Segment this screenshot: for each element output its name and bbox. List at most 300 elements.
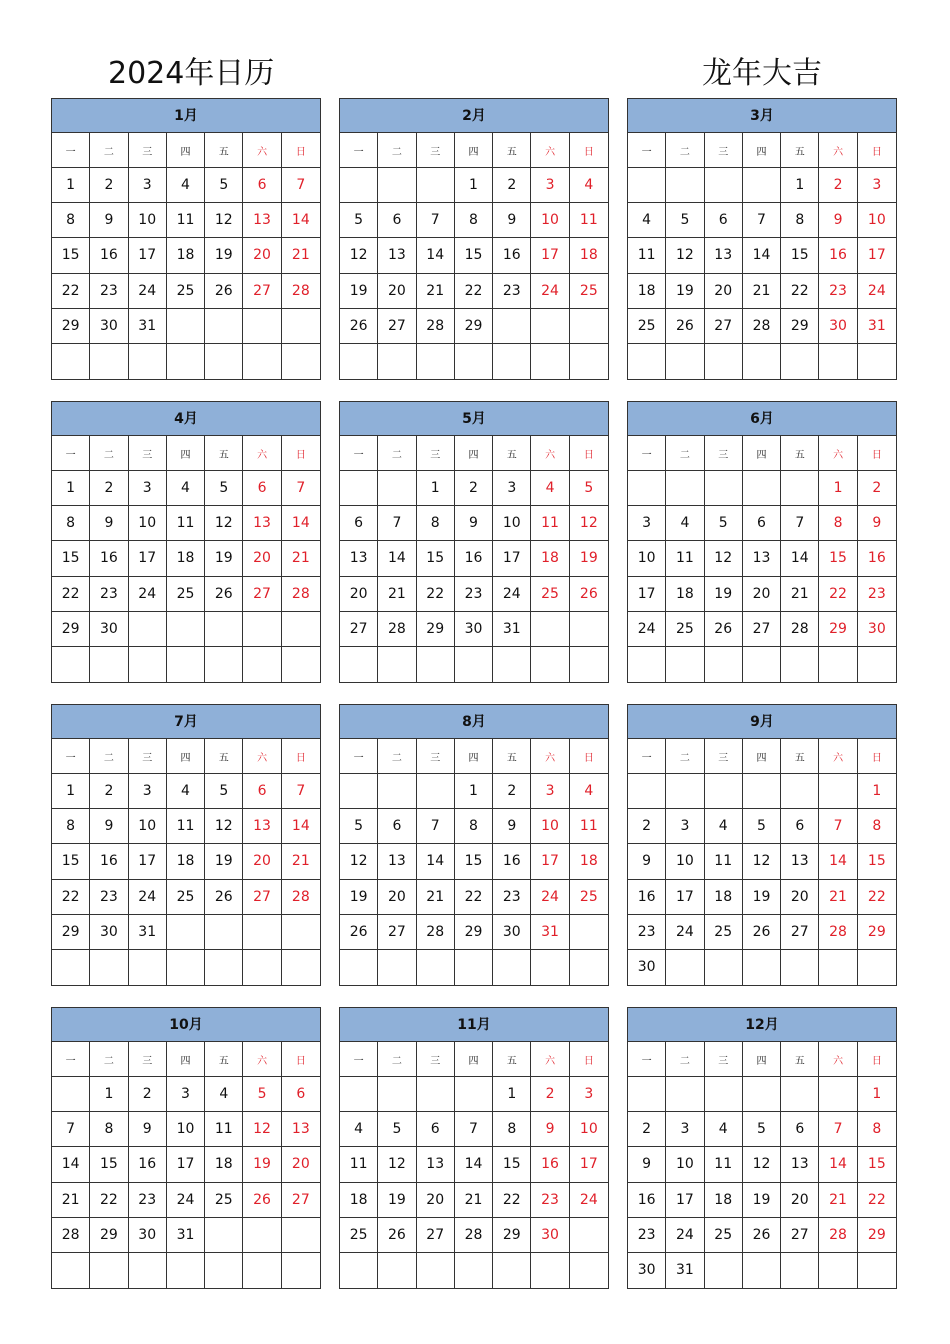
day-cell: 19 (743, 880, 781, 915)
day-cell: 13 (781, 1147, 819, 1182)
day-cell: 5 (743, 809, 781, 844)
day-cell: 8 (781, 203, 819, 238)
day-cell: 21 (378, 577, 416, 612)
empty-cell (243, 647, 281, 682)
empty-cell (455, 647, 493, 682)
day-cell: 25 (167, 274, 205, 309)
day-cell: 24 (129, 274, 167, 309)
day-cell: 27 (378, 915, 416, 950)
day-cell: 16 (129, 1147, 167, 1182)
day-cell: 7 (282, 774, 320, 809)
day-cell: 9 (90, 203, 128, 238)
day-cell: 29 (493, 1218, 531, 1253)
day-cell: 27 (378, 309, 416, 344)
day-cell: 8 (90, 1112, 128, 1147)
empty-cell (628, 647, 666, 682)
day-cell: 5 (743, 1112, 781, 1147)
day-cell: 28 (455, 1218, 493, 1253)
day-cell: 30 (90, 309, 128, 344)
day-cell: 18 (340, 1183, 378, 1218)
day-cell: 13 (243, 506, 281, 541)
empty-cell (705, 950, 743, 985)
day-cell: 23 (493, 880, 531, 915)
day-cell: 30 (628, 1253, 666, 1288)
weekday-header: 一 (340, 436, 378, 471)
day-cell: 28 (819, 1218, 857, 1253)
day-cell: 29 (52, 915, 90, 950)
empty-cell (705, 1077, 743, 1112)
empty-cell (666, 950, 704, 985)
day-cell: 1 (455, 168, 493, 203)
day-cell: 12 (205, 809, 243, 844)
empty-cell (628, 168, 666, 203)
day-cell: 5 (666, 203, 704, 238)
month-title: 11月 (340, 1008, 608, 1042)
day-cell: 10 (129, 506, 167, 541)
day-cell: 19 (205, 844, 243, 879)
empty-cell (167, 344, 205, 379)
weekday-header: 三 (417, 133, 455, 168)
weekday-header: 六 (819, 1042, 857, 1077)
month-grid (340, 1042, 608, 1288)
day-cell: 4 (666, 506, 704, 541)
day-cell: 18 (705, 1183, 743, 1218)
day-cell: 27 (243, 274, 281, 309)
day-cell: 19 (205, 238, 243, 273)
month-block (627, 401, 897, 683)
day-cell: 2 (493, 168, 531, 203)
day-cell: 28 (417, 915, 455, 950)
day-cell: 23 (90, 577, 128, 612)
day-cell: 4 (570, 168, 608, 203)
weekday-header: 三 (129, 436, 167, 471)
day-cell: 28 (781, 612, 819, 647)
empty-cell (243, 950, 281, 985)
day-cell: 20 (781, 1183, 819, 1218)
empty-cell (455, 950, 493, 985)
day-cell: 27 (243, 577, 281, 612)
day-cell: 19 (705, 577, 743, 612)
day-cell: 23 (531, 1183, 569, 1218)
month-grid (628, 739, 896, 985)
empty-cell (570, 915, 608, 950)
day-cell: 14 (282, 506, 320, 541)
day-cell: 1 (858, 1077, 896, 1112)
day-cell: 3 (858, 168, 896, 203)
day-cell: 30 (858, 612, 896, 647)
day-cell: 4 (531, 471, 569, 506)
day-cell: 26 (570, 577, 608, 612)
day-cell: 15 (819, 541, 857, 576)
empty-cell (531, 950, 569, 985)
day-cell: 23 (129, 1183, 167, 1218)
day-cell: 5 (205, 774, 243, 809)
empty-cell (705, 344, 743, 379)
day-cell: 15 (781, 238, 819, 273)
weekday-header: 一 (52, 739, 90, 774)
day-cell: 1 (417, 471, 455, 506)
empty-cell (781, 344, 819, 379)
day-cell: 31 (858, 309, 896, 344)
day-cell: 24 (531, 274, 569, 309)
day-cell: 4 (628, 203, 666, 238)
day-cell: 21 (417, 880, 455, 915)
weekday-header: 四 (167, 133, 205, 168)
day-cell: 16 (628, 1183, 666, 1218)
month-block (339, 704, 609, 986)
weekday-header: 五 (205, 1042, 243, 1077)
empty-cell (378, 1253, 416, 1288)
day-cell: 23 (90, 880, 128, 915)
weekday-header: 二 (666, 436, 704, 471)
day-cell: 2 (455, 471, 493, 506)
day-cell: 5 (570, 471, 608, 506)
month-grid (628, 1042, 896, 1288)
calendar-title: 2024年日历 (108, 56, 275, 91)
empty-cell (666, 168, 704, 203)
empty-cell (570, 1218, 608, 1253)
weekday-header: 日 (858, 436, 896, 471)
weekday-header: 日 (570, 739, 608, 774)
day-cell: 15 (493, 1147, 531, 1182)
day-cell: 7 (282, 168, 320, 203)
day-cell: 7 (52, 1112, 90, 1147)
weekday-header: 三 (705, 436, 743, 471)
empty-cell (52, 647, 90, 682)
day-cell: 15 (455, 844, 493, 879)
empty-cell (167, 309, 205, 344)
day-cell: 12 (705, 541, 743, 576)
empty-cell (493, 1253, 531, 1288)
day-cell: 21 (282, 844, 320, 879)
day-cell: 23 (628, 1218, 666, 1253)
month-grid (340, 133, 608, 379)
weekday-header: 六 (531, 1042, 569, 1077)
weekday-header: 一 (340, 133, 378, 168)
empty-cell (628, 471, 666, 506)
day-cell: 8 (858, 809, 896, 844)
weekday-header: 日 (858, 133, 896, 168)
day-cell: 17 (666, 1183, 704, 1218)
day-cell: 20 (378, 880, 416, 915)
day-cell: 10 (167, 1112, 205, 1147)
day-cell: 14 (417, 844, 455, 879)
day-cell: 21 (52, 1183, 90, 1218)
day-cell: 21 (282, 541, 320, 576)
month-block (627, 98, 897, 380)
day-cell: 23 (858, 577, 896, 612)
day-cell: 7 (417, 203, 455, 238)
day-cell: 19 (666, 274, 704, 309)
day-cell: 30 (628, 950, 666, 985)
empty-cell (90, 1253, 128, 1288)
day-cell: 29 (417, 612, 455, 647)
empty-cell (167, 1253, 205, 1288)
day-cell: 20 (705, 274, 743, 309)
day-cell: 28 (417, 309, 455, 344)
day-cell: 10 (493, 506, 531, 541)
empty-cell (455, 344, 493, 379)
empty-cell (493, 344, 531, 379)
empty-cell (743, 471, 781, 506)
empty-cell (378, 344, 416, 379)
day-cell: 4 (705, 809, 743, 844)
day-cell: 11 (340, 1147, 378, 1182)
day-cell: 5 (705, 506, 743, 541)
day-cell: 6 (378, 809, 416, 844)
empty-cell (205, 1253, 243, 1288)
day-cell: 17 (628, 577, 666, 612)
month-title: 6月 (628, 402, 896, 436)
day-cell: 6 (417, 1112, 455, 1147)
empty-cell (781, 950, 819, 985)
day-cell: 8 (455, 203, 493, 238)
empty-cell (666, 647, 704, 682)
day-cell: 30 (90, 612, 128, 647)
day-cell: 5 (340, 203, 378, 238)
weekday-header: 一 (628, 1042, 666, 1077)
empty-cell (129, 344, 167, 379)
day-cell: 18 (666, 577, 704, 612)
day-cell: 2 (819, 168, 857, 203)
day-cell: 12 (666, 238, 704, 273)
day-cell: 10 (129, 809, 167, 844)
day-cell: 11 (570, 203, 608, 238)
weekday-header: 三 (129, 133, 167, 168)
day-cell: 24 (666, 915, 704, 950)
weekday-header: 日 (282, 739, 320, 774)
weekday-header: 二 (90, 1042, 128, 1077)
day-cell: 11 (705, 1147, 743, 1182)
day-cell: 21 (819, 1183, 857, 1218)
day-cell: 22 (858, 1183, 896, 1218)
weekday-header: 五 (781, 436, 819, 471)
day-cell: 30 (129, 1218, 167, 1253)
day-cell: 26 (705, 612, 743, 647)
empty-cell (666, 774, 704, 809)
day-cell: 1 (858, 774, 896, 809)
day-cell: 30 (493, 915, 531, 950)
day-cell: 29 (781, 309, 819, 344)
month-title: 8月 (340, 705, 608, 739)
empty-cell (570, 1253, 608, 1288)
day-cell: 7 (819, 1112, 857, 1147)
weekday-header: 四 (167, 1042, 205, 1077)
month-title: 2月 (340, 99, 608, 133)
day-cell: 17 (129, 238, 167, 273)
weekday-header: 六 (819, 436, 857, 471)
day-cell: 31 (531, 915, 569, 950)
day-cell: 16 (493, 844, 531, 879)
day-cell: 26 (666, 309, 704, 344)
day-cell: 20 (243, 541, 281, 576)
empty-cell (243, 1253, 281, 1288)
day-cell: 29 (819, 612, 857, 647)
empty-cell (417, 344, 455, 379)
day-cell: 2 (628, 809, 666, 844)
empty-cell (340, 344, 378, 379)
day-cell: 2 (858, 471, 896, 506)
weekday-header: 二 (378, 739, 416, 774)
day-cell: 12 (205, 203, 243, 238)
empty-cell (205, 915, 243, 950)
day-cell: 25 (628, 309, 666, 344)
day-cell: 20 (781, 880, 819, 915)
day-cell: 1 (52, 774, 90, 809)
day-cell: 21 (282, 238, 320, 273)
day-cell: 25 (705, 1218, 743, 1253)
empty-cell (781, 471, 819, 506)
day-cell: 6 (243, 471, 281, 506)
day-cell: 23 (455, 577, 493, 612)
empty-cell (205, 950, 243, 985)
day-cell: 28 (52, 1218, 90, 1253)
day-cell: 17 (570, 1147, 608, 1182)
day-cell: 1 (52, 168, 90, 203)
month-grid (628, 436, 896, 682)
empty-cell (129, 612, 167, 647)
day-cell: 16 (531, 1147, 569, 1182)
day-cell: 13 (243, 203, 281, 238)
day-cell: 24 (493, 577, 531, 612)
day-cell: 25 (167, 577, 205, 612)
empty-cell (858, 950, 896, 985)
day-cell: 29 (90, 1218, 128, 1253)
day-cell: 31 (167, 1218, 205, 1253)
day-cell: 26 (205, 880, 243, 915)
day-cell: 11 (167, 203, 205, 238)
day-cell: 7 (781, 506, 819, 541)
empty-cell (705, 647, 743, 682)
weekday-header: 五 (205, 436, 243, 471)
day-cell: 27 (417, 1218, 455, 1253)
empty-cell (378, 471, 416, 506)
weekday-header: 五 (781, 1042, 819, 1077)
weekday-header: 四 (455, 133, 493, 168)
day-cell: 23 (493, 274, 531, 309)
day-cell: 3 (666, 809, 704, 844)
day-cell: 28 (819, 915, 857, 950)
weekday-header: 一 (628, 436, 666, 471)
day-cell: 17 (531, 238, 569, 273)
day-cell: 11 (666, 541, 704, 576)
day-cell: 9 (455, 506, 493, 541)
weekday-header: 六 (243, 1042, 281, 1077)
empty-cell (243, 309, 281, 344)
day-cell: 19 (743, 1183, 781, 1218)
empty-cell (340, 1077, 378, 1112)
empty-cell (628, 344, 666, 379)
weekday-header: 二 (90, 436, 128, 471)
day-cell: 3 (666, 1112, 704, 1147)
day-cell: 21 (819, 880, 857, 915)
day-cell: 1 (90, 1077, 128, 1112)
day-cell: 6 (243, 774, 281, 809)
empty-cell (282, 309, 320, 344)
empty-cell (282, 915, 320, 950)
day-cell: 28 (378, 612, 416, 647)
month-title: 4月 (52, 402, 320, 436)
empty-cell (666, 471, 704, 506)
day-cell: 30 (455, 612, 493, 647)
empty-cell (666, 1077, 704, 1112)
empty-cell (340, 168, 378, 203)
day-cell: 22 (417, 577, 455, 612)
day-cell: 6 (243, 168, 281, 203)
month-block (627, 704, 897, 986)
empty-cell (129, 647, 167, 682)
month-title: 10月 (52, 1008, 320, 1042)
day-cell: 7 (819, 809, 857, 844)
day-cell: 10 (666, 844, 704, 879)
empty-cell (743, 950, 781, 985)
day-cell: 22 (90, 1183, 128, 1218)
day-cell: 16 (493, 238, 531, 273)
day-cell: 28 (282, 274, 320, 309)
empty-cell (705, 1253, 743, 1288)
empty-cell (417, 168, 455, 203)
day-cell: 11 (205, 1112, 243, 1147)
day-cell: 8 (52, 809, 90, 844)
day-cell: 7 (417, 809, 455, 844)
day-cell: 16 (858, 541, 896, 576)
day-cell: 6 (340, 506, 378, 541)
day-cell: 26 (243, 1183, 281, 1218)
weekday-header: 日 (282, 133, 320, 168)
weekday-header: 一 (340, 1042, 378, 1077)
day-cell: 26 (340, 309, 378, 344)
day-cell: 14 (417, 238, 455, 273)
day-cell: 1 (455, 774, 493, 809)
month-grid (52, 133, 320, 379)
weekday-header: 二 (378, 1042, 416, 1077)
day-cell: 11 (628, 238, 666, 273)
day-cell: 6 (781, 1112, 819, 1147)
day-cell: 4 (167, 471, 205, 506)
empty-cell (570, 612, 608, 647)
calendar-slogan: 龙年大吉 (702, 56, 822, 91)
empty-cell (167, 915, 205, 950)
month-grid (340, 739, 608, 985)
day-cell: 6 (743, 506, 781, 541)
day-cell: 14 (819, 1147, 857, 1182)
empty-cell (531, 647, 569, 682)
month-block (339, 401, 609, 683)
day-cell: 22 (858, 880, 896, 915)
day-cell: 9 (493, 203, 531, 238)
day-cell: 30 (90, 915, 128, 950)
day-cell: 4 (167, 774, 205, 809)
weekday-header: 一 (628, 133, 666, 168)
day-cell: 13 (781, 844, 819, 879)
empty-cell (52, 950, 90, 985)
weekday-header: 五 (493, 133, 531, 168)
weekday-header: 二 (666, 133, 704, 168)
day-cell: 18 (205, 1147, 243, 1182)
day-cell: 27 (743, 612, 781, 647)
day-cell: 19 (340, 274, 378, 309)
day-cell: 24 (666, 1218, 704, 1253)
day-cell: 25 (167, 880, 205, 915)
empty-cell (167, 612, 205, 647)
weekday-header: 四 (455, 1042, 493, 1077)
month-title: 1月 (52, 99, 320, 133)
weekday-header: 六 (531, 133, 569, 168)
day-cell: 13 (340, 541, 378, 576)
day-cell: 30 (819, 309, 857, 344)
day-cell: 28 (282, 880, 320, 915)
day-cell: 26 (205, 274, 243, 309)
